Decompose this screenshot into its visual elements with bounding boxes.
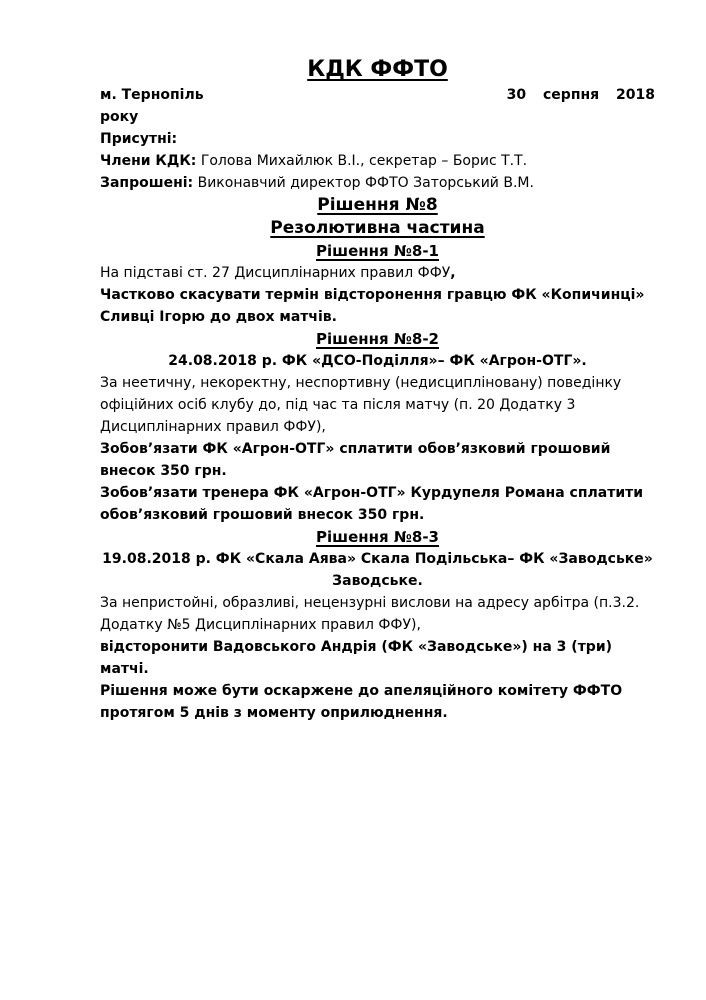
doc-title: [100, 56, 655, 84]
section-heading-text: Рішення №8-1: [316, 242, 439, 260]
dateline: [100, 84, 655, 128]
section-heading-8-1: [100, 240, 655, 262]
section-heading-text: Рішення №8-2: [316, 330, 439, 348]
section-ruling-8-3: відсторонити Вадовського Андрія (ФК «Заводське») на 3 (три) матчі.: [100, 639, 613, 677]
doc-title-text: КДК ФФТО: [307, 57, 448, 82]
attendee-row-members: [100, 150, 655, 172]
attendee-text: Виконавчий директор ФФТО Заторський В.М.: [193, 175, 534, 191]
dateline-place: м. Тернопіль: [100, 87, 204, 103]
present-label: Присутні:: [100, 131, 178, 147]
attendee-row-invited: [100, 172, 655, 194]
section-match-8-3: 19.08.2018 р. ФК «Скала Аява» Скала Подільська– ФК «Заводське» Заводське.: [102, 551, 653, 589]
appeal-note: Рішення може бути оскаржене до апеляційного комітету ФФТО протягом 5 днів з моменту оприлюднення.: [100, 683, 623, 721]
dateline-date: 30 серпня 2018: [506, 87, 655, 103]
attendee-text: Голова Михайлюк В.І., секретар – Борис Т.Т.: [196, 153, 528, 169]
section-basis-punct: ,: [450, 265, 456, 281]
section-ruling-8-2-a: Зобов’язати ФК «Агрон-ОТГ» сплатити обов’язковий грошовий внесок 350 грн.: [100, 441, 611, 479]
dateline-year-wrap: року: [100, 109, 139, 125]
section-ruling-8-1: Частково скасувати термін відсторонення гравцю ФК «Копичинці» Сливці Ігорю до двох матчів.: [100, 287, 645, 325]
attendee-label: Члени КДК:: [100, 153, 197, 169]
section-basis-8-3: За непристойні, образливі, нецензурні вислови на адресу арбітра (п.3.2. Додатку №5 Дисциплінарних правил ФФУ),: [100, 595, 640, 633]
resolution-heading-text: Резолютивна частина: [270, 218, 485, 238]
section-heading-8-3: [100, 526, 655, 548]
section-ruling-8-2-b: Зобов’язати тренера ФК «Агрон-ОТГ» Курдупеля Романа сплатити обов’язковий грошовий внесок 350 грн.: [100, 485, 644, 523]
section-heading-8-2: [100, 328, 655, 350]
decision-heading: [100, 194, 655, 217]
section-match-8-2: 24.08.2018 р. ФК «ДСО-Поділля»– ФК «Агрон-ОТГ».: [168, 353, 587, 369]
section-heading-text: Рішення №8-3: [316, 528, 439, 546]
resolution-heading: [100, 217, 655, 240]
attendee-label: Запрошені:: [100, 175, 194, 191]
decision-heading-text: Рішення №8: [317, 195, 438, 215]
section-basis-8-1: [100, 262, 655, 284]
section-basis-text: На підставі ст. 27 Дисциплінарних правил ФФУ: [100, 265, 451, 281]
section-basis-8-2: За неетичну, некоректну, неспортивну (недисципліновану) поведінку офіційних осіб клубу до, під час та після матчу (п. 20 Додатку 3 Дисциплінарних правил ФФУ),: [100, 375, 622, 435]
dateline-row: [100, 84, 655, 106]
